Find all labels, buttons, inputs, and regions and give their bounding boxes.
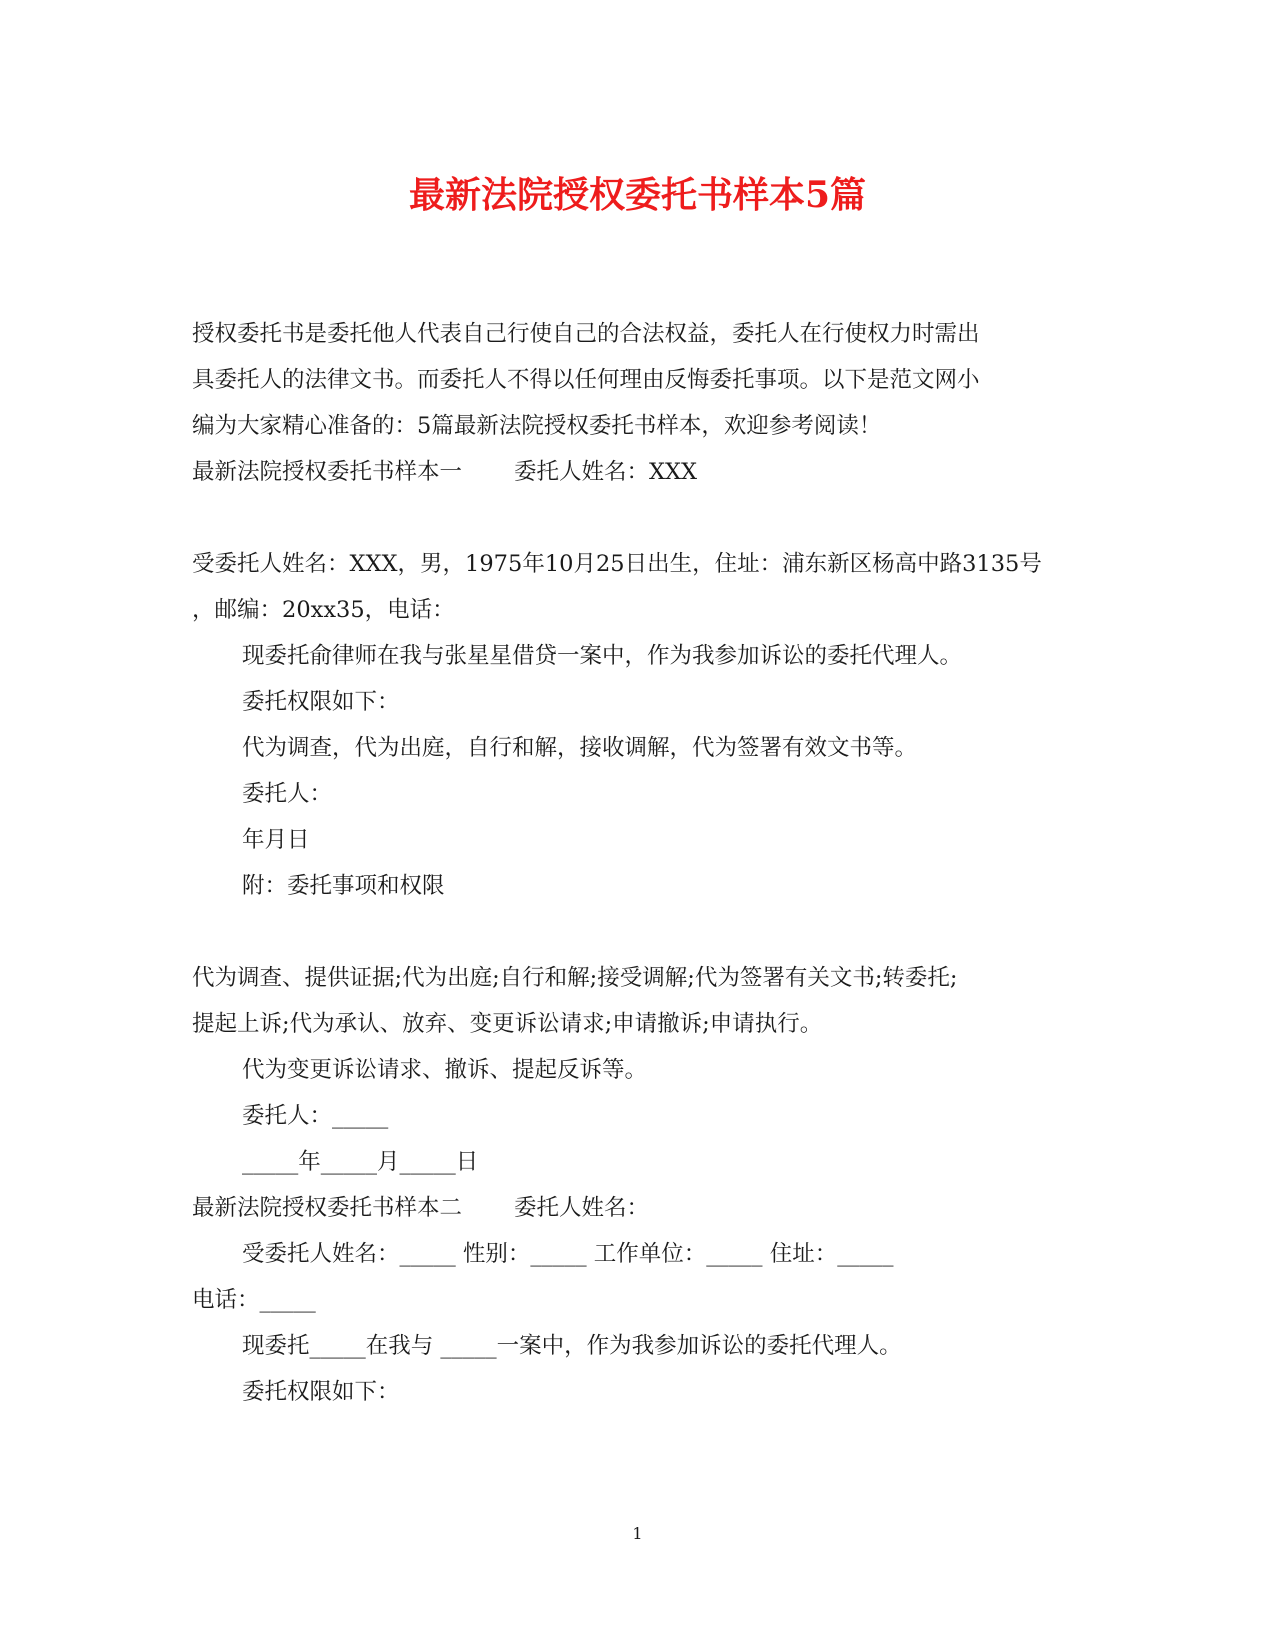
sample1-signer: 委托人： bbox=[242, 781, 333, 807]
sample2-agent-line-2: 电话：_____ bbox=[192, 1287, 316, 1313]
sample1-agent-line-1: 受委托人姓名：XXX，男，1975年10月25日出生，住址：浦东新区杨高中路3135号 bbox=[192, 551, 1042, 577]
sample1-heading: 最新法院授权委托书样本一 bbox=[192, 459, 463, 485]
document-title: 最新法院授权委托书样本5篇 bbox=[408, 174, 867, 216]
sample2-heading-row bbox=[192, 1192, 649, 1224]
sample1-signer-blank: 委托人：_____ bbox=[242, 1103, 389, 1129]
sample1-scope-label: 委托权限如下： bbox=[242, 689, 400, 715]
sample1-attach: 附：委托事项和权限 bbox=[242, 873, 445, 899]
intro-line-1: 授权委托书是委托他人代表自己行使自己的合法权益，委托人在行使权力时需出 bbox=[192, 321, 980, 347]
sample1-heading-row bbox=[192, 456, 697, 488]
sample2-scope-label: 委托权限如下： bbox=[242, 1379, 400, 1405]
sample1-date: 年月日 bbox=[242, 827, 310, 853]
intro-line-2: 具委托人的法律文书。而委托人不得以任何理由反悔委托事项。以下是范文网小 bbox=[192, 367, 980, 393]
sample1-items-line-2: 提起上诉;代为承认、放弃、变更诉讼请求;申请撤诉;申请执行。 bbox=[192, 1011, 823, 1037]
sample1-items-line-1: 代为调查、提供证据;代为出庭;自行和解;接受调解;代为签署有关文书;转委托; bbox=[192, 965, 958, 991]
sample2-heading: 最新法院授权委托书样本二 bbox=[192, 1195, 463, 1221]
sample1-appoint: 现委托俞律师在我与张星星借贷一案中，作为我参加诉讼的委托代理人。 bbox=[242, 643, 963, 669]
sample1-agent-line-2: ，邮编：20xx35，电话： bbox=[192, 597, 455, 623]
sample2-principal: 委托人姓名： bbox=[514, 1195, 650, 1221]
sample2-agent-line-1: 受委托人姓名：_____ 性别：_____ 工作单位：_____ 住址：_____ bbox=[242, 1241, 894, 1267]
sample1-scope: 代为调查，代为出庭，自行和解，接收调解，代为签署有效文书等。 bbox=[242, 735, 918, 761]
sample2-appoint: 现委托_____在我与 _____一案中，作为我参加诉讼的委托代理人。 bbox=[242, 1333, 902, 1359]
intro-line-3: 编为大家精心准备的：5篇最新法院授权委托书样本，欢迎参考阅读！ bbox=[192, 413, 882, 439]
page-number: 1 bbox=[632, 1524, 643, 1543]
sample1-extra: 代为变更诉讼请求、撤诉、提起反诉等。 bbox=[242, 1057, 648, 1083]
sample1-principal: 委托人姓名：XXX bbox=[514, 459, 698, 485]
sample1-date-blank: _____年_____月_____日 bbox=[242, 1149, 479, 1175]
